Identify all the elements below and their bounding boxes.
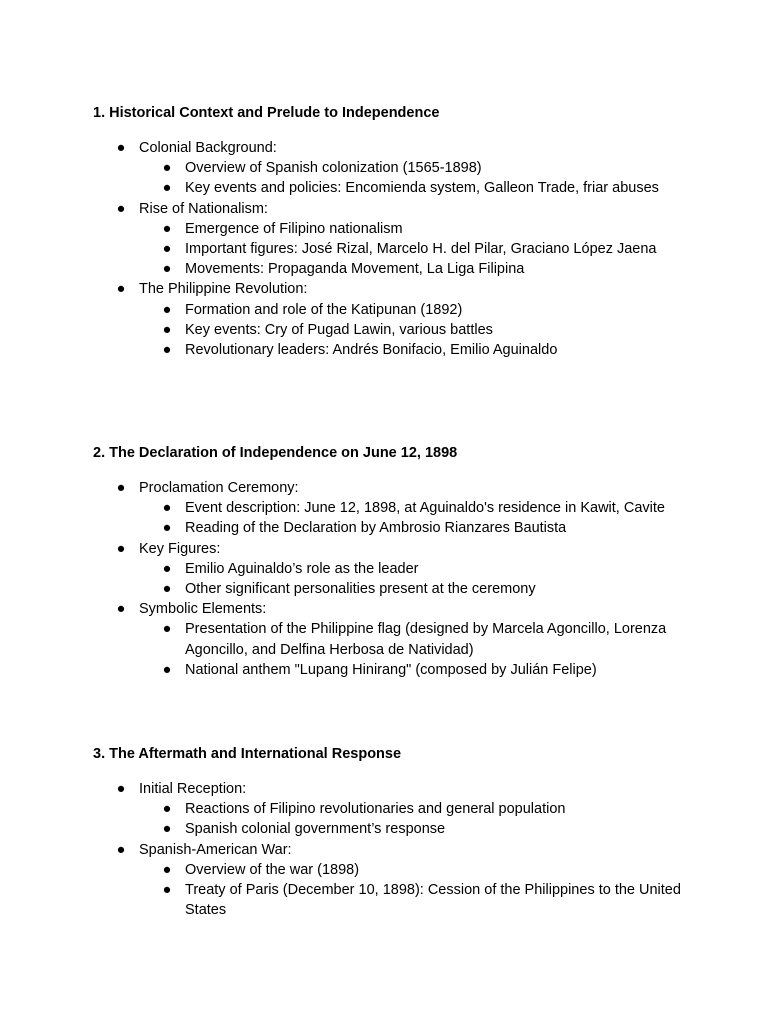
sub-list-item-text: National anthem "Lupang Hinirang" (composed by Julián Felipe)	[185, 661, 597, 678]
sub-list-item	[139, 518, 683, 538]
sub-list-item	[139, 219, 683, 239]
bullet-icon: ●	[162, 342, 172, 359]
sub-list-item	[139, 799, 683, 819]
topic-list	[93, 478, 683, 680]
list-item	[93, 279, 683, 360]
bullet-icon: ●	[162, 321, 172, 338]
bullet-icon: ●	[116, 841, 126, 858]
sub-list-item-text: Movements: Propaganda Movement, La Liga Filipina	[185, 261, 525, 278]
bullet-icon: ●	[162, 882, 172, 899]
bullet-icon: ●	[116, 601, 126, 618]
list-item	[93, 138, 683, 199]
bullet-icon: ●	[116, 140, 126, 156]
sub-list-item	[139, 860, 683, 880]
sub-list-item	[139, 259, 683, 279]
bullet-icon: ●	[162, 661, 172, 678]
list-item-label: Colonial Background:	[139, 140, 277, 156]
sub-list-item	[139, 158, 683, 178]
sub-list-item	[139, 340, 683, 360]
section-aftermath	[93, 744, 683, 920]
bullet-icon: ●	[116, 281, 126, 298]
list-item	[93, 539, 683, 600]
list-item-label: Initial Reception:	[139, 781, 247, 797]
section-heading: 2. The Declaration of Independence on June 12, 1898	[93, 445, 458, 461]
sub-list-item-text: Important figures: José Rizal, Marcelo H. del Pilar, Graciano López Jaena	[185, 241, 657, 258]
sub-list-item-text: Key events and policies: Encomienda system, Galleon Trade, friar abuses	[185, 180, 659, 197]
list-item	[93, 779, 683, 840]
sub-list-item-text: Revolutionary leaders: Andrés Bonifacio, Emilio Aguinaldo	[185, 342, 558, 359]
list-item-label: Spanish-American War:	[139, 841, 292, 858]
bullet-icon: ●	[162, 621, 172, 638]
sub-list-item-text: Overview of the war (1898)	[185, 861, 360, 878]
sub-list-item	[139, 559, 683, 579]
bullet-icon: ●	[162, 220, 172, 237]
bullet-icon: ●	[162, 520, 172, 537]
sub-list	[139, 619, 683, 680]
sub-list-item	[139, 660, 683, 680]
list-item-label: Symbolic Elements:	[139, 601, 267, 618]
sub-list	[139, 300, 683, 361]
sub-list-item	[139, 300, 683, 320]
sub-list-item-text: Event description: June 12, 1898, at Aguinaldo's residence in Kawit, Cavite	[185, 500, 665, 517]
section-heading: 3. The Aftermath and International Response	[93, 746, 402, 762]
sub-list-item-text: Emergence of Filipino nationalism	[185, 220, 403, 237]
sub-list-item	[139, 619, 683, 659]
sub-list-item-text: Treaty of Paris (December 10, 1898): Cession of the Philippines to the United States	[185, 882, 681, 919]
sub-list-item-text: Key events: Cry of Pugad Lawin, various battles	[185, 321, 493, 338]
section-heading: 1. Historical Context and Prelude to Independence	[93, 105, 440, 121]
sub-list-item-text: Spanish colonial government’s response	[185, 821, 446, 838]
topic-list	[93, 779, 683, 920]
bullet-icon: ●	[116, 781, 126, 797]
section-historical-context	[93, 103, 683, 360]
bullet-icon: ●	[162, 560, 172, 577]
sub-list	[139, 559, 683, 599]
list-item	[93, 599, 683, 680]
bullet-icon: ●	[116, 480, 126, 496]
sub-list-item	[139, 239, 683, 259]
bullet-icon: ●	[116, 200, 126, 217]
sub-list-item-text: Presentation of the Philippine flag (designed by Marcela Agoncillo, Lorenza Agoncillo, and Delfina Herbosa de Natividad)	[185, 621, 667, 658]
bullet-icon: ●	[162, 821, 172, 838]
list-item	[93, 478, 683, 539]
sub-list-item	[139, 880, 683, 920]
sub-list	[139, 860, 683, 921]
bullet-icon: ●	[162, 861, 172, 878]
topic-list	[93, 138, 683, 360]
sub-list-item	[139, 579, 683, 599]
sub-list-item-text: Emilio Aguinaldo’s role as the leader	[185, 560, 419, 577]
bullet-icon: ●	[162, 581, 172, 598]
list-item-label: Proclamation Ceremony:	[139, 480, 299, 496]
section-declaration	[93, 443, 683, 680]
sub-list-item	[139, 498, 683, 518]
sub-list-item-text: Overview of Spanish colonization (1565-1898)	[185, 160, 482, 177]
sub-list-item-text: Reactions of Filipino revolutionaries and general population	[185, 801, 566, 818]
bullet-icon: ●	[116, 540, 126, 557]
bullet-icon: ●	[162, 241, 172, 258]
bullet-icon: ●	[162, 801, 172, 818]
list-item-label: Rise of Nationalism:	[139, 200, 268, 217]
sub-list	[139, 498, 683, 538]
bullet-icon: ●	[162, 500, 172, 517]
bullet-icon: ●	[162, 160, 172, 177]
bullet-icon: ●	[162, 180, 172, 197]
sub-list-item-text: Formation and role of the Katipunan (1892)	[185, 301, 463, 318]
sub-list	[139, 219, 683, 280]
bullet-icon: ●	[162, 301, 172, 318]
sub-list-item-text: Reading of the Declaration by Ambrosio Rianzares Bautista	[185, 520, 567, 537]
sub-list-item	[139, 819, 683, 839]
list-item	[93, 199, 683, 280]
sub-list-item-text: Other significant personalities present at the ceremony	[185, 581, 536, 598]
bullet-icon: ●	[162, 261, 172, 278]
sub-list-item	[139, 320, 683, 340]
sub-list	[139, 158, 683, 198]
list-item-label: The Philippine Revolution:	[139, 281, 308, 298]
sub-list-item	[139, 178, 683, 198]
list-item-label: Key Figures:	[139, 540, 221, 557]
list-item	[93, 840, 683, 921]
sub-list	[139, 799, 683, 839]
